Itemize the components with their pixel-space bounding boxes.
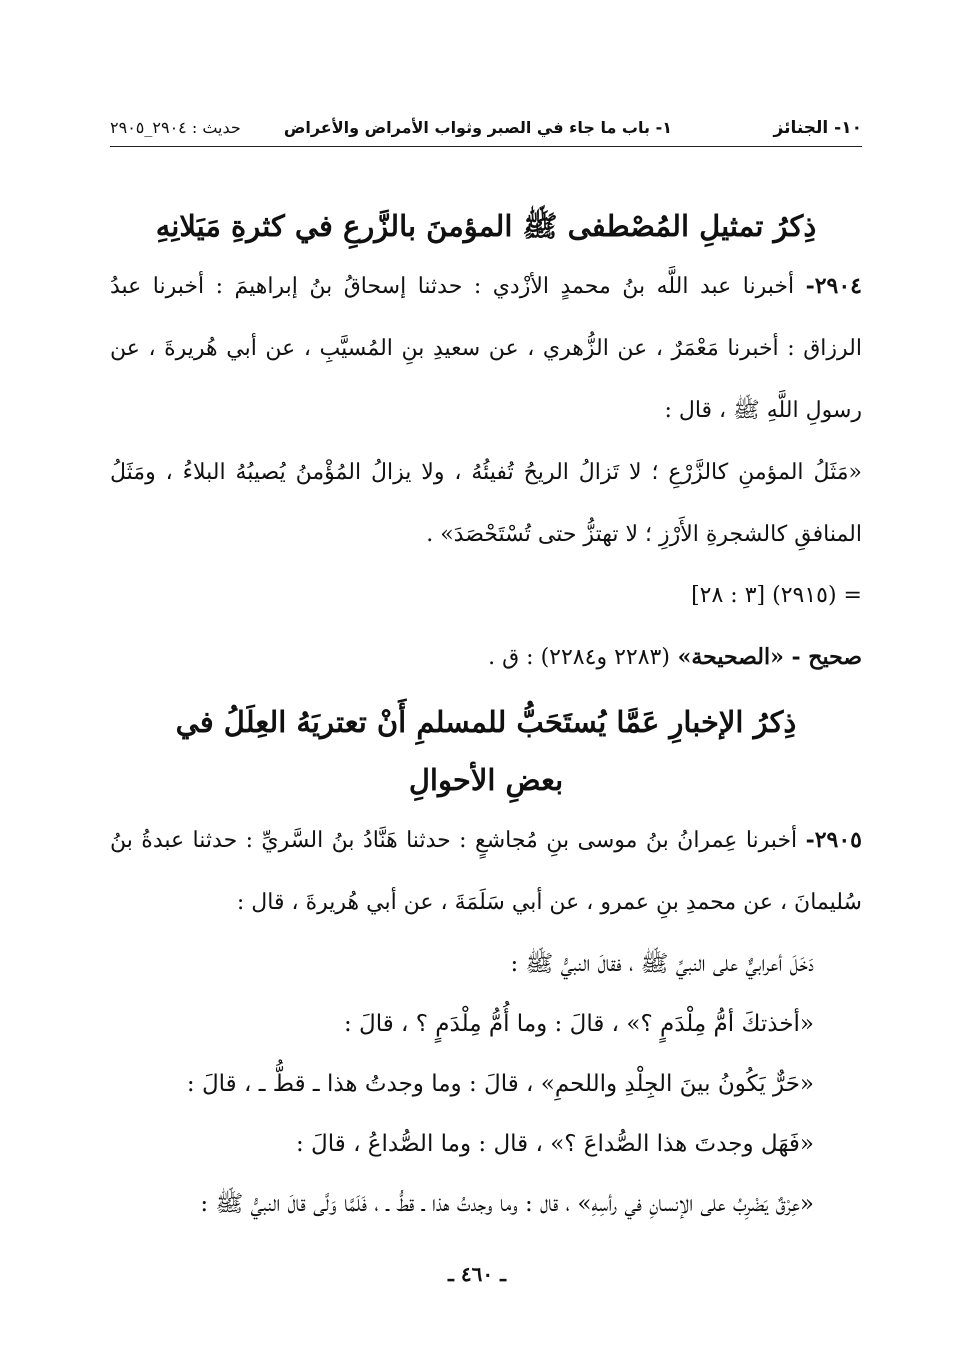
section-title-2-line2: بعضِ الأحوالِ: [408, 763, 564, 797]
hadith-grade: [110, 626, 862, 689]
dialog-line: «أخذتكَ أمُّ مِلْدَمٍ ؟» ، قالَ : وما أُمُّ مِلْدَمٍ ؟ ، قالَ :: [343, 1011, 814, 1037]
section-title-1: ذِكرُ تمثيلِ المُصْطفى ﷺ المؤمنَ بالزَّرعِ في كثرةِ مَيَلانِهِ: [155, 209, 817, 243]
hadith-2905-isnad: [110, 809, 862, 934]
dialog-line: «حَرٌّ يَكُونُ بينَ الجِلْدِ واللحمِ» ، قالَ : وما وجدتُ هذا ـ قطُّ ـ ، قالَ :: [186, 1071, 814, 1097]
section-title-2-line1: ذِكرُ الإخبارِ عَمَّا يُستَحَبُّ للمسلمِ أَنْ تعتريَهُ العِلَلُ في: [175, 705, 797, 739]
hadith-range: حديث : ٢٩٠٤_٢٩٠٥: [110, 118, 241, 137]
hadith-2904-isnad: [110, 255, 862, 442]
running-header: [110, 112, 862, 147]
isnad-text: أخبرنا عِمرانُ بنُ موسى بنِ مُجاشعٍ : حدثنا هَنَّادُ بنُ السَّريِّ : حدثنا عبدةُ بنُ سُليمانَ ، عن محمدِ بنِ عمرو ، عن أبي سَلَمَةَ ، عن أبي هُريرةَ ، قال :: [110, 828, 862, 915]
section-title-2: [110, 693, 862, 809]
hadith-2905-matn: [110, 934, 862, 1234]
page: [110, 112, 862, 1234]
chapter-label: ١٠- الجنائز: [773, 118, 862, 138]
grade-label: صحيح - «الصحيحة»: [677, 644, 862, 670]
hadith-number: ٢٩٠٥-: [805, 827, 862, 853]
hadith-2904-matn: «مَثَلُ المؤمنِ كالزَّرْعِ ؛ لا تَزالُ الريحُ تُفيئُهُ ، ولا يزالُ المُؤْمنُ يُصيبُهُ البلاءُ ، ومَثَلُ المنافقِ كالشجرةِ الأَرْزِ ؛ لا تهتزُّ حتى تُسْتَحْصَدَ» .: [110, 460, 862, 547]
dialog-line: «عِرْقٌ يَضْرِبُ على الإنسانِ في رأسِهِ» ، قال : وما وجدتُ هذا ـ قطُّ ـ ، فَلَمَّا وَلَّى قالَ النبيُّ ﷺ :: [200, 1191, 814, 1217]
grade-reference: (٢٢٨٣ و٢٢٨٤) : ق .: [488, 645, 670, 670]
dialog-line: «فَهَل وجدتَ هذا الصُّداعَ ؟» ، قال : وما الصُّداعُ ، قالَ :: [295, 1131, 814, 1157]
page-number: ـ ٤٦٠ ـ: [448, 1262, 506, 1286]
dialog-line: دَخَلَ أعرابيٌّ على النبيِّ ﷺ ، فقالَ النبيُّ ﷺ :: [510, 951, 814, 977]
section-label: ١- باب ما جاء في الصبر وثواب الأمراض والأعراض: [283, 118, 672, 137]
cross-reference: = (٢٩١٥) [٣ : ٢٨]: [691, 583, 862, 608]
isnad-text: أخبرنا عبد اللَّه بنُ محمدٍ الأزْدي : حدثنا إسحاقُ بنُ إبراهيمَ : أخبرنا عبدُ الرزاق : أخبرنا مَعْمَرٌ ، عن الزُّهري ، عن سعيدِ بنِ المُسيَّبِ ، عن أبي هُريرةَ ، عن رسولِ اللَّهِ ﷺ ، قال :: [110, 274, 862, 423]
hadith-number: ٢٩٠٤-: [805, 273, 862, 299]
